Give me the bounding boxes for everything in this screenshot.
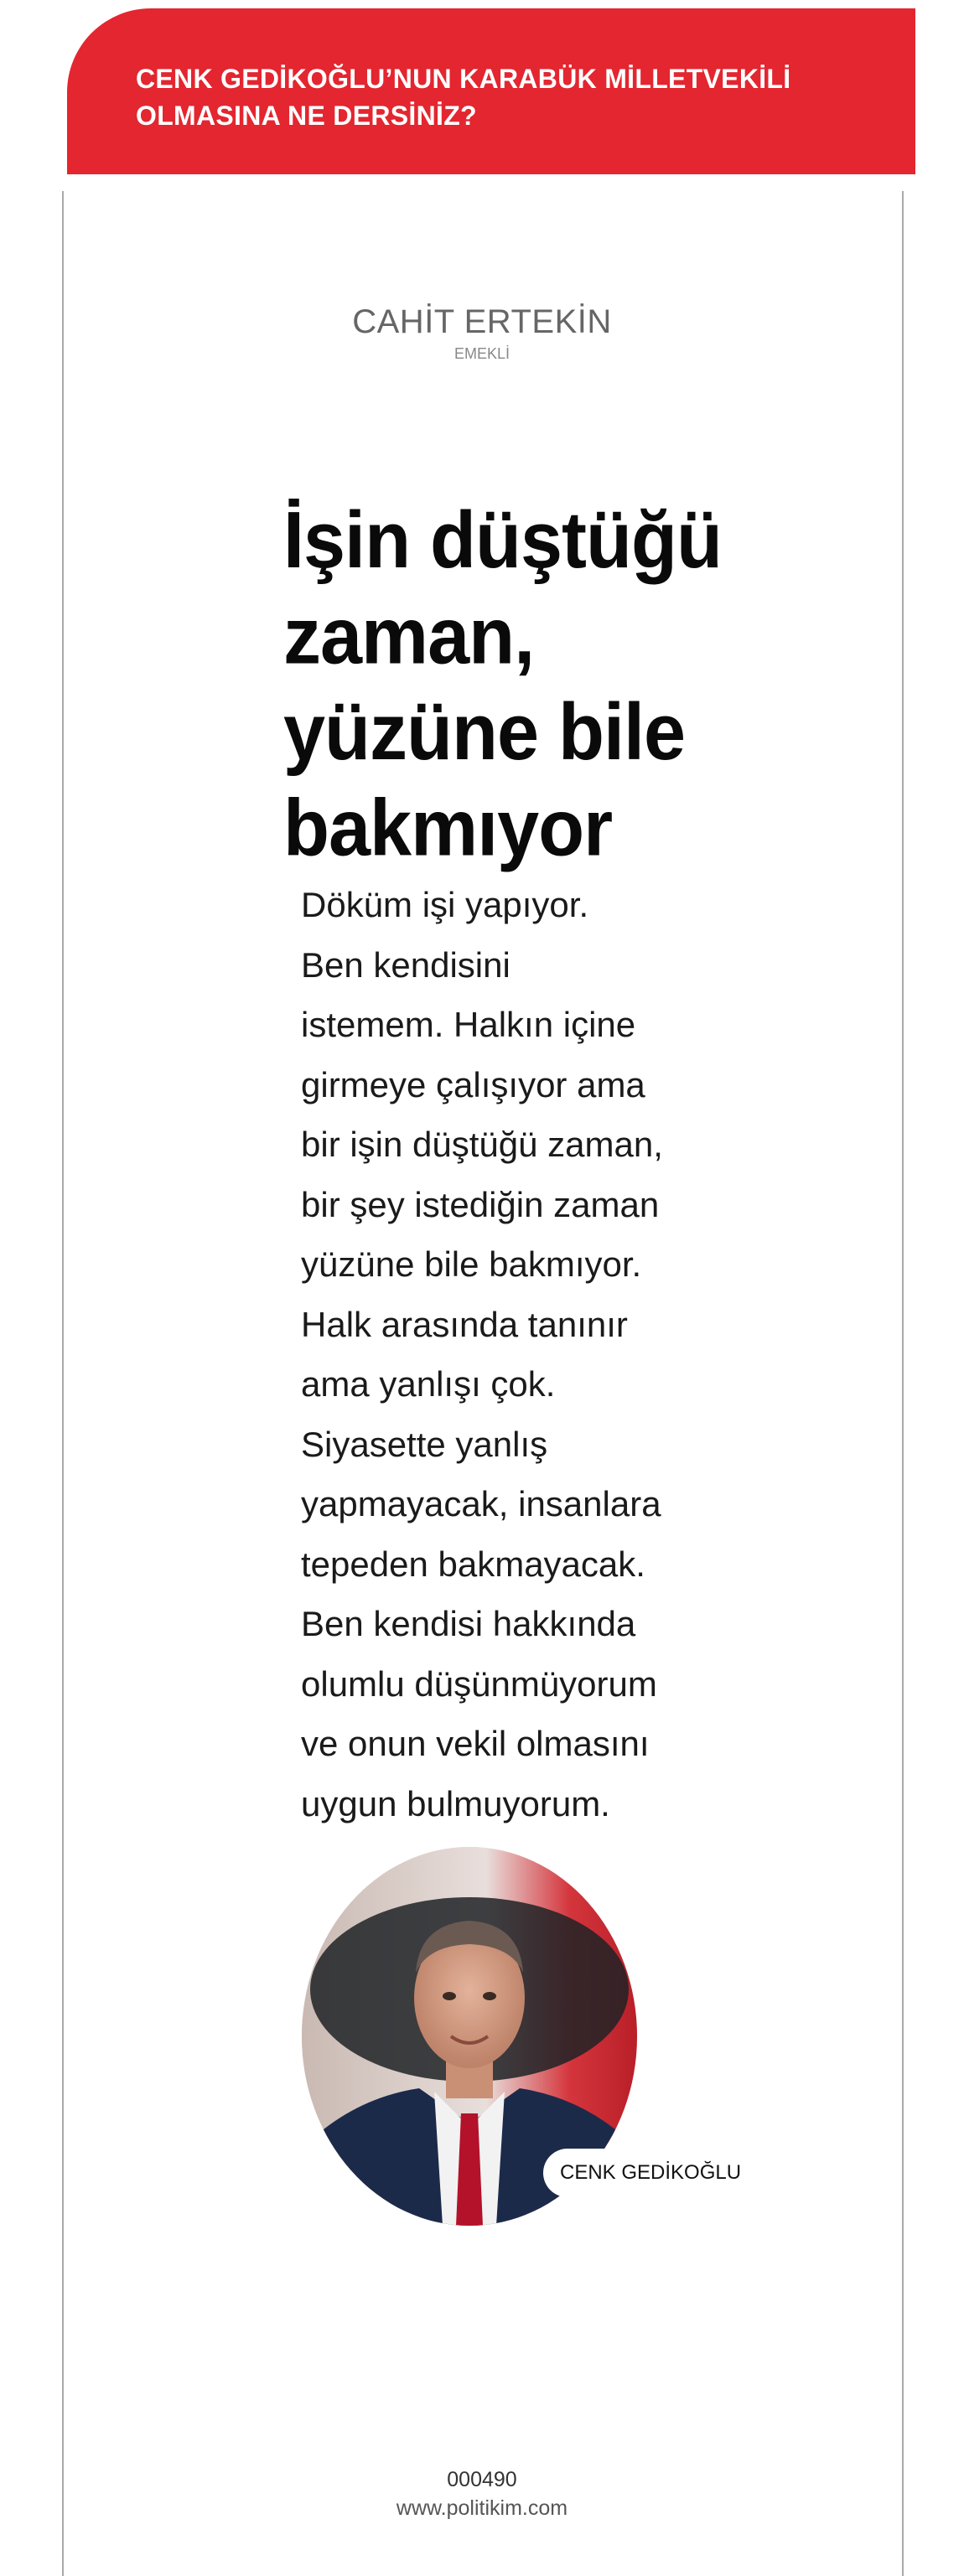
footer-url[interactable]: www.politikim.com xyxy=(396,2496,568,2520)
body-text: Döküm işi yapıyor. Ben kendisini istemem. Halkın içine girmeye çalışıyor ama bir işin düştüğü zaman, bir şey istediğin zaman yüzüne bile bakmıyor. Halk arasında tanınır ama yanlışı çok. Siyasette yanlış yapmayacak, insanlara tepeden bakmayacak. Ben kendisi hakkında olumlu düşünmüyorum ve onun vekil olmasını uygun bulmuyorum. xyxy=(301,885,663,1823)
footer-code: 000490 xyxy=(447,2468,517,2491)
frame-right-line xyxy=(902,191,904,2576)
headline: İşin düştüğü zaman, yüzüne bile bakmıyor xyxy=(283,496,722,873)
footer xyxy=(0,2465,964,2522)
author-block xyxy=(0,302,964,364)
author-name: CAHİT ERTEKİN xyxy=(352,303,612,340)
banner-question: CENK GEDİKOĞLU’NUN KARABÜK MİLLETVEKİLİ OLMASINA NE DERSİNİZ? xyxy=(136,64,791,131)
question-banner xyxy=(67,8,915,174)
frame-left-line xyxy=(62,191,64,2576)
author-role: EMEKLİ xyxy=(453,345,511,362)
portrait-caption: CENK GEDİKOĞLU xyxy=(543,2149,758,2197)
